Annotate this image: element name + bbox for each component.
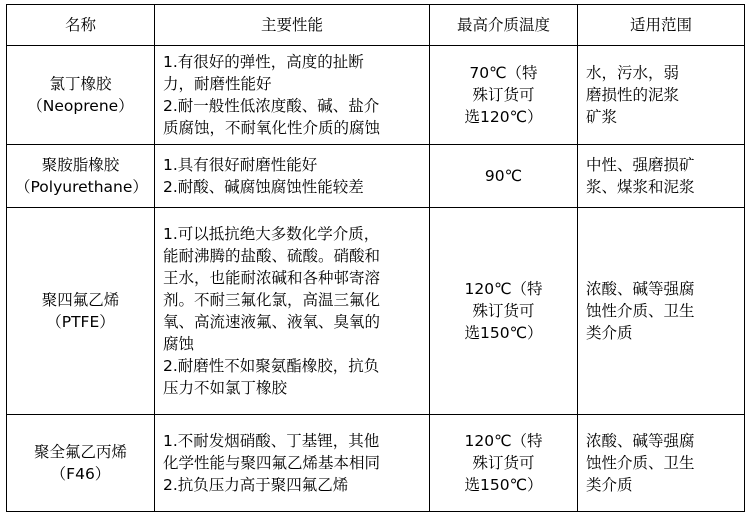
table-row [7,415,745,512]
table-row [7,208,745,415]
cell-material-name [7,415,155,512]
scope-line: 类介质 [586,324,633,342]
scope-line: 浓酸、碱等强腐 [586,280,695,298]
material-name-line: （PTFE） [46,313,115,331]
performance-line: 化学性能与聚四氟乙烯基本相同 [163,454,381,472]
scope-line: 水，污水，弱 [586,64,680,82]
temperature-line: 120℃（特 [464,432,543,450]
temperature-line: 120℃（特 [464,280,543,298]
column-header-name: 名称 [7,5,155,46]
material-name-line: （F46） [50,465,111,483]
performance-line: 1.不耐发烟硝酸、丁基锂，其他 [163,432,380,450]
performance-line: 1.具有很好耐磨性能好 [163,156,318,174]
performance-line: 2.耐磨性不如聚氨酯橡胶，抗负 [163,357,380,375]
table-header-row [7,5,745,46]
performance-line: 质腐蚀，不耐氧化性介质的腐蚀 [163,119,381,137]
temperature-line: 70℃（特 [469,64,538,82]
cell-performance [155,415,430,512]
material-name-line: 聚全氟乙丙烯 [33,443,127,461]
temperature-line: 殊订货可 [472,302,535,320]
cell-performance [155,145,430,208]
cell-application-scope [578,145,745,208]
performance-line: 力，耐磨性能好 [163,75,272,93]
performance-line: 能耐沸腾的盐酸、硫酸。硝酸和 [163,247,381,265]
temperature-line: 90℃ [484,167,523,185]
performance-line: 1.可以抵抗绝大多数化学介质， [163,225,380,243]
cell-material-name [7,46,155,145]
temperature-line: 选120℃） [464,108,543,126]
column-header-performance: 主要性能 [155,5,430,46]
material-name-line: （Neoprene） [27,97,134,115]
scope-line: 矿浆 [586,108,618,126]
column-header-application-scope: 适用范围 [578,5,745,46]
performance-line: 2.抗负压力高于聚四氟乙烯 [163,476,349,494]
cell-application-scope [578,208,745,415]
cell-material-name [7,208,155,415]
cell-max-temperature [430,145,578,208]
scope-line: 磨损性的泥浆 [586,86,680,104]
performance-line: 压力不如氯丁橡胶 [163,379,288,397]
scope-line: 浓酸、碱等强腐 [586,432,695,450]
column-header-max-temperature: 最高介质温度 [430,5,578,46]
performance-line: 2.耐一般性低浓度酸、碱、盐介 [163,97,380,115]
performance-line: 剂。不耐三氟化氯，高温三氟化 [163,291,381,309]
performance-line: 腐蚀 [163,335,195,353]
temperature-line: 殊订货可 [472,86,535,104]
material-name-line: 氯丁橡胶 [49,75,112,93]
performance-line: 2.耐酸、碱腐蚀腐蚀性能较差 [163,178,364,196]
cell-performance [155,46,430,145]
table-header [7,5,745,46]
temperature-line: 选150℃） [464,324,543,342]
table-row [7,145,745,208]
cell-max-temperature [430,208,578,415]
cell-max-temperature [430,46,578,145]
material-name-line: 聚胺脂橡胶 [41,156,120,174]
temperature-line: 殊订货可 [472,454,535,472]
scope-line: 浆、煤浆和泥浆 [586,178,695,196]
scope-line: 蚀性介质、卫生 [586,302,695,320]
cell-max-temperature [430,415,578,512]
scope-line: 蚀性介质、卫生 [586,454,695,472]
scope-line: 中性、强磨损矿 [586,156,695,174]
cell-material-name [7,145,155,208]
scope-line: 类介质 [586,476,633,494]
material-name-line: （Polyurethane） [15,178,148,196]
temperature-line: 选150℃） [464,476,543,494]
lining-material-spec-table [6,4,745,512]
table-row [7,46,745,145]
cell-application-scope [578,46,745,145]
table-body [7,46,745,512]
performance-line: 王水，也能耐浓碱和各种邨寄溶 [163,269,381,287]
performance-line: 氧、高流速液氟、液氧、臭氧的 [163,313,381,331]
material-name-line: 聚四氟乙烯 [41,291,120,309]
cell-application-scope [578,415,745,512]
performance-line: 1.有很好的弹性，高度的扯断 [163,53,364,71]
cell-performance [155,208,430,415]
